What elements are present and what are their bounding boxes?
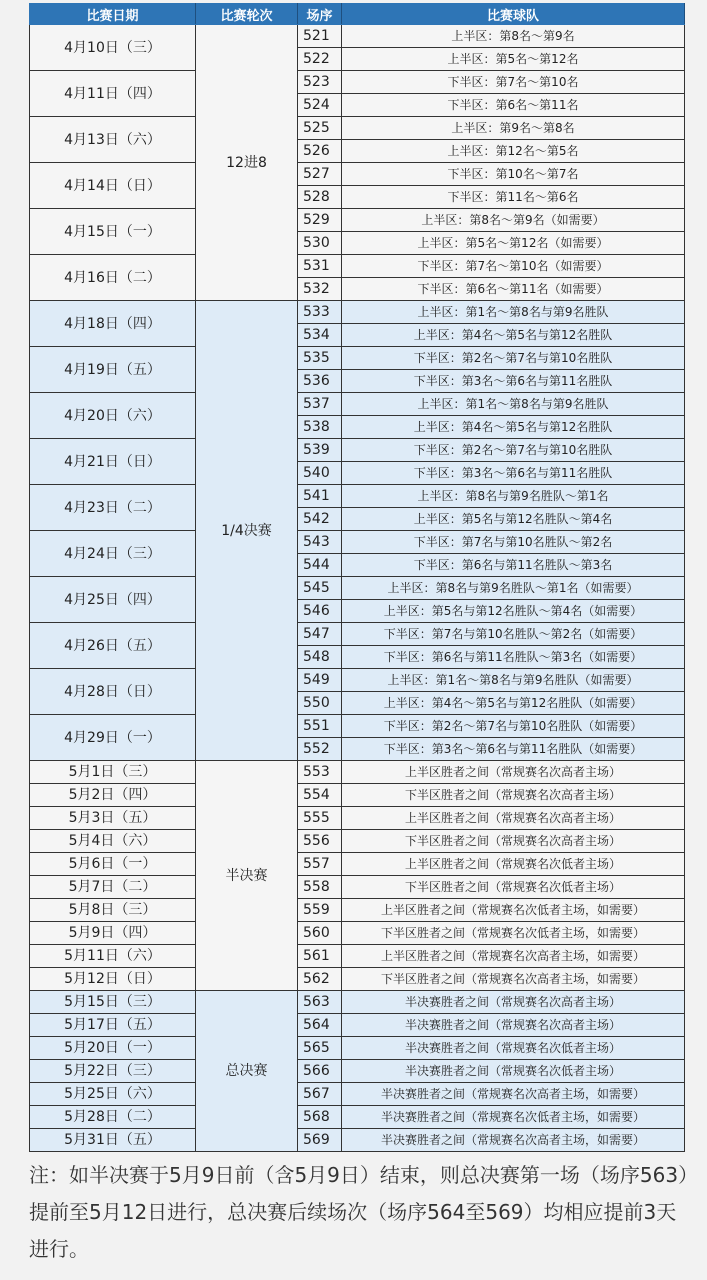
header-row	[30, 4, 685, 25]
game-number: 526	[298, 140, 342, 163]
match-teams: 下半区：第11名～第6名	[342, 186, 685, 209]
match-teams: 下半区胜者之间（常规赛名次低者主场，如需要）	[342, 922, 685, 945]
match-teams: 下半区：第2名～第7名与第10名胜队（如需要）	[342, 715, 685, 738]
match-date: 4月28日（日）	[30, 669, 196, 715]
match-date: 5月17日（五）	[30, 1014, 196, 1037]
table-row	[30, 347, 685, 370]
game-number: 543	[298, 531, 342, 554]
game-number: 533	[298, 301, 342, 324]
table-row	[30, 876, 685, 899]
match-date: 5月11日（六）	[30, 945, 196, 968]
match-round: 12进8	[196, 25, 298, 301]
table-row	[30, 1014, 685, 1037]
match-date: 5月25日（六）	[30, 1083, 196, 1106]
table-row	[30, 393, 685, 416]
table-row	[30, 1106, 685, 1129]
match-date: 5月8日（三）	[30, 899, 196, 922]
match-date: 5月20日（一）	[30, 1037, 196, 1060]
game-number: 541	[298, 485, 342, 508]
match-date: 4月26日（五）	[30, 623, 196, 669]
match-teams: 上半区：第8名与第9名胜队～第1名	[342, 485, 685, 508]
match-date: 4月21日（日）	[30, 439, 196, 485]
match-teams: 下半区胜者之间（常规赛名次高者主场）	[342, 830, 685, 853]
schedule-table	[29, 3, 685, 1152]
match-teams: 下半区胜者之间（常规赛名次高者主场）	[342, 784, 685, 807]
table-row	[30, 807, 685, 830]
game-number: 563	[298, 991, 342, 1014]
match-teams: 下半区：第10名～第7名	[342, 163, 685, 186]
header-teams: 比赛球队	[342, 4, 685, 25]
match-date: 4月19日（五）	[30, 347, 196, 393]
match-date: 5月6日（一）	[30, 853, 196, 876]
match-teams: 半决赛胜者之间（常规赛名次高者主场，如需要）	[342, 1129, 685, 1152]
match-teams: 下半区胜者之间（常规赛名次高者主场，如需要）	[342, 968, 685, 991]
match-teams: 半决赛胜者之间（常规赛名次低者主场）	[342, 1037, 685, 1060]
game-number: 528	[298, 186, 342, 209]
match-teams: 上半区：第4名～第5名与第12名胜队（如需要）	[342, 692, 685, 715]
game-number: 568	[298, 1106, 342, 1129]
match-round: 半决赛	[196, 761, 298, 991]
match-teams: 上半区：第5名与第12名胜队～第4名	[342, 508, 685, 531]
table-row	[30, 485, 685, 508]
match-teams: 半决赛胜者之间（常规赛名次高者主场）	[342, 991, 685, 1014]
game-number: 559	[298, 899, 342, 922]
match-date: 5月9日（四）	[30, 922, 196, 945]
match-teams: 半决赛胜者之间（常规赛名次高者主场，如需要）	[342, 1083, 685, 1106]
game-number: 521	[298, 25, 342, 48]
match-date: 5月3日（五）	[30, 807, 196, 830]
table-row	[30, 991, 685, 1014]
game-number: 546	[298, 600, 342, 623]
table-row	[30, 71, 685, 94]
footnote: 注：如半决赛于5月9日前（含5月9日）结束，则总决赛第一场（场序563）提前至5月12日进行，总决赛后续场次（场序564至569）均相应提前3天进行。	[29, 1163, 689, 1261]
game-number: 557	[298, 853, 342, 876]
game-number: 542	[298, 508, 342, 531]
match-teams: 上半区：第4名～第5名与第12名胜队	[342, 324, 685, 347]
match-teams: 上半区：第1名～第8名与第9名胜队	[342, 301, 685, 324]
match-date: 4月16日（二）	[30, 255, 196, 301]
table-row	[30, 1060, 685, 1083]
table-row	[30, 623, 685, 646]
game-number: 538	[298, 416, 342, 439]
table-row	[30, 899, 685, 922]
match-date: 4月20日（六）	[30, 393, 196, 439]
table-row	[30, 922, 685, 945]
match-date: 5月22日（三）	[30, 1060, 196, 1083]
match-teams: 下半区：第6名～第11名	[342, 94, 685, 117]
header-round: 比赛轮次	[196, 4, 298, 25]
match-date: 4月23日（二）	[30, 485, 196, 531]
match-teams: 下半区胜者之间（常规赛名次低者主场）	[342, 876, 685, 899]
game-number: 552	[298, 738, 342, 761]
game-number: 547	[298, 623, 342, 646]
match-teams: 下半区：第3名～第6名与第11名胜队（如需要）	[342, 738, 685, 761]
game-number: 540	[298, 462, 342, 485]
match-teams: 上半区：第4名～第5名与第12名胜队	[342, 416, 685, 439]
match-teams: 上半区：第5名～第12名（如需要）	[342, 232, 685, 255]
game-number: 539	[298, 439, 342, 462]
game-number: 556	[298, 830, 342, 853]
match-teams: 下半区：第7名～第10名（如需要）	[342, 255, 685, 278]
game-number: 566	[298, 1060, 342, 1083]
game-number: 544	[298, 554, 342, 577]
match-teams: 半决赛胜者之间（常规赛名次高者主场）	[342, 1014, 685, 1037]
match-date: 4月18日（四）	[30, 301, 196, 347]
match-teams: 下半区：第6名～第11名（如需要）	[342, 278, 685, 301]
match-teams: 上半区：第8名与第9名胜队～第1名（如需要）	[342, 577, 685, 600]
game-number: 534	[298, 324, 342, 347]
match-date: 5月2日（四）	[30, 784, 196, 807]
match-date: 5月4日（六）	[30, 830, 196, 853]
table-row	[30, 968, 685, 991]
game-number: 558	[298, 876, 342, 899]
game-number: 524	[298, 94, 342, 117]
table-row	[30, 830, 685, 853]
game-number: 522	[298, 48, 342, 71]
table-row	[30, 301, 685, 324]
match-teams: 下半区：第7名～第10名	[342, 71, 685, 94]
game-number: 536	[298, 370, 342, 393]
match-teams: 上半区胜者之间（常规赛名次高者主场，如需要）	[342, 945, 685, 968]
match-teams: 下半区：第3名～第6名与第11名胜队	[342, 462, 685, 485]
match-teams: 上半区胜者之间（常规赛名次高者主场）	[342, 807, 685, 830]
match-teams: 上半区胜者之间（常规赛名次高者主场）	[342, 761, 685, 784]
match-teams: 上半区：第1名～第8名与第9名胜队（如需要）	[342, 669, 685, 692]
game-number: 569	[298, 1129, 342, 1152]
match-teams: 下半区：第7名与第10名胜队～第2名（如需要）	[342, 623, 685, 646]
table-row	[30, 784, 685, 807]
match-teams: 下半区：第2名～第7名与第10名胜队	[342, 347, 685, 370]
match-teams: 上半区：第8名～第9名（如需要）	[342, 209, 685, 232]
match-teams: 上半区：第12名～第5名	[342, 140, 685, 163]
game-number: 562	[298, 968, 342, 991]
match-date: 5月1日（三）	[30, 761, 196, 784]
table-row	[30, 531, 685, 554]
table-row	[30, 761, 685, 784]
match-date: 5月28日（二）	[30, 1106, 196, 1129]
game-number: 530	[298, 232, 342, 255]
game-number: 550	[298, 692, 342, 715]
game-number: 527	[298, 163, 342, 186]
match-date: 4月14日（日）	[30, 163, 196, 209]
match-teams: 上半区：第5名与第12名胜队～第4名（如需要）	[342, 600, 685, 623]
match-teams: 下半区：第6名与第11名胜队～第3名	[342, 554, 685, 577]
match-teams: 上半区胜者之间（常规赛名次低者主场，如需要）	[342, 899, 685, 922]
table-row	[30, 255, 685, 278]
match-teams: 下半区：第6名与第11名胜队～第3名（如需要）	[342, 646, 685, 669]
match-date: 4月13日（六）	[30, 117, 196, 163]
match-date: 5月15日（三）	[30, 991, 196, 1014]
match-teams: 上半区胜者之间（常规赛名次低者主场）	[342, 853, 685, 876]
game-number: 549	[298, 669, 342, 692]
match-date: 4月25日（四）	[30, 577, 196, 623]
header-date: 比赛日期	[30, 4, 196, 25]
match-teams: 下半区：第2名～第7名与第10名胜队	[342, 439, 685, 462]
table-row	[30, 669, 685, 692]
header-game-no: 场序	[298, 4, 342, 25]
match-date: 4月10日（三）	[30, 25, 196, 71]
game-number: 535	[298, 347, 342, 370]
match-teams: 上半区：第1名～第8名与第9名胜队	[342, 393, 685, 416]
match-teams: 上半区：第8名～第9名	[342, 25, 685, 48]
table-row	[30, 1037, 685, 1060]
table-row	[30, 945, 685, 968]
match-teams: 下半区：第7名与第10名胜队～第2名	[342, 531, 685, 554]
match-date: 5月12日（日）	[30, 968, 196, 991]
table-row	[30, 163, 685, 186]
table-row	[30, 439, 685, 462]
match-date: 5月7日（二）	[30, 876, 196, 899]
game-number: 525	[298, 117, 342, 140]
table-row	[30, 715, 685, 738]
match-teams: 上半区：第9名～第8名	[342, 117, 685, 140]
match-date: 4月29日（一）	[30, 715, 196, 761]
table-row	[30, 117, 685, 140]
game-number: 531	[298, 255, 342, 278]
table-row	[30, 853, 685, 876]
game-number: 565	[298, 1037, 342, 1060]
table-row	[30, 1083, 685, 1106]
match-date: 4月11日（四）	[30, 71, 196, 117]
match-date: 4月24日（三）	[30, 531, 196, 577]
match-teams: 上半区：第5名～第12名	[342, 48, 685, 71]
game-number: 554	[298, 784, 342, 807]
game-number: 551	[298, 715, 342, 738]
match-teams: 半决赛胜者之间（常规赛名次低者主场）	[342, 1060, 685, 1083]
game-number: 553	[298, 761, 342, 784]
table-row	[30, 209, 685, 232]
game-number: 548	[298, 646, 342, 669]
match-teams: 下半区：第3名～第6名与第11名胜队	[342, 370, 685, 393]
table-row	[30, 1129, 685, 1152]
match-date: 4月15日（一）	[30, 209, 196, 255]
game-number: 545	[298, 577, 342, 600]
game-number: 564	[298, 1014, 342, 1037]
game-number: 560	[298, 922, 342, 945]
table-row	[30, 25, 685, 48]
game-number: 561	[298, 945, 342, 968]
game-number: 529	[298, 209, 342, 232]
match-teams: 半决赛胜者之间（常规赛名次低者主场，如需要）	[342, 1106, 685, 1129]
game-number: 532	[298, 278, 342, 301]
table-row	[30, 577, 685, 600]
match-date: 5月31日（五）	[30, 1129, 196, 1152]
game-number: 537	[298, 393, 342, 416]
match-round: 1/4决赛	[196, 301, 298, 761]
match-round: 总决赛	[196, 991, 298, 1152]
game-number: 567	[298, 1083, 342, 1106]
game-number: 523	[298, 71, 342, 94]
game-number: 555	[298, 807, 342, 830]
